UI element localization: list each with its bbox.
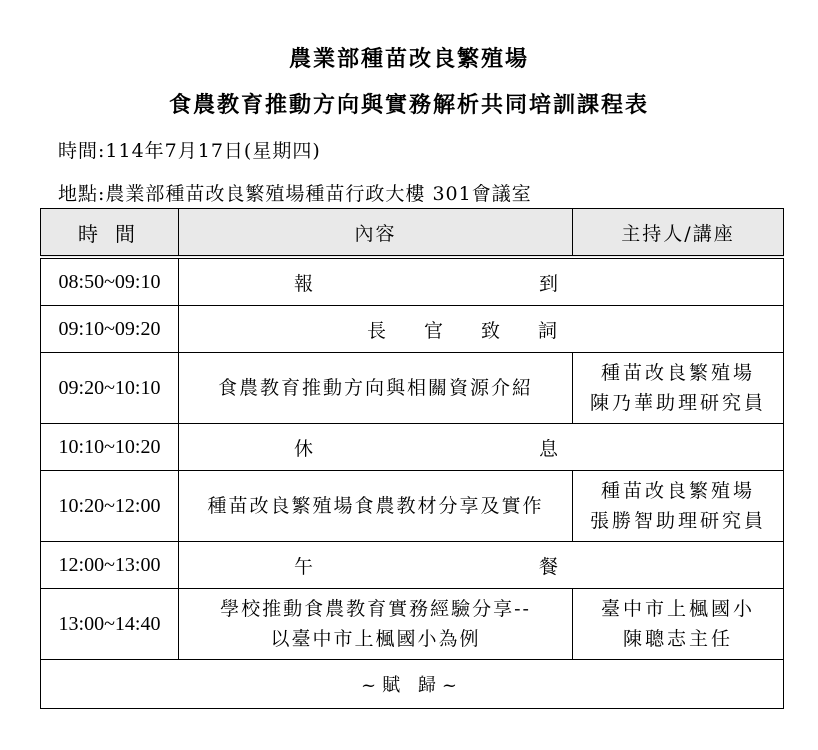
table-row — [41, 257, 784, 306]
row-content-label: 報 到 — [293, 272, 669, 295]
host-org: 臺中市上楓國小 — [600, 598, 755, 620]
header-content: 內容 — [179, 209, 573, 258]
row-host — [573, 353, 784, 424]
row-time: 09:10~09:20 — [41, 306, 179, 353]
row-content — [179, 589, 573, 660]
row-time: 10:20~12:00 — [41, 471, 179, 542]
host-org: 種苗改良繁殖場 — [600, 480, 755, 502]
header-host: 主持人/講座 — [573, 209, 784, 258]
row-content-merged — [179, 542, 784, 589]
host-org: 種苗改良繁殖場 — [600, 362, 755, 384]
row-time: 10:10~10:20 — [41, 424, 179, 471]
row-content-label: 午 餐 — [293, 555, 669, 578]
row-content-line-2: 以臺中市上楓國小為例 — [270, 628, 481, 650]
table-header-row — [41, 209, 784, 258]
row-time: 13:00~14:40 — [41, 589, 179, 660]
row-content-line-1: 學校推動食農教育實務經驗分享-- — [220, 598, 531, 620]
title-line-1: 農業部種苗改良繁殖場 — [288, 46, 529, 72]
closing-label: ~賦 歸~ — [361, 675, 463, 696]
row-content-label: 種苗改良繁殖場食農教材分享及實作 — [207, 495, 544, 517]
table-row — [41, 353, 784, 424]
row-content — [179, 353, 573, 424]
header-time — [41, 209, 179, 258]
row-time: 09:20~10:10 — [41, 353, 179, 424]
table-row — [41, 542, 784, 589]
table-row-closing — [41, 660, 784, 709]
row-time: 08:50~09:10 — [41, 257, 179, 306]
row-content-label: 休 息 — [293, 437, 669, 460]
table-row — [41, 471, 784, 542]
row-time: 12:00~13:00 — [41, 542, 179, 589]
row-host — [573, 589, 784, 660]
row-content-merged — [179, 424, 784, 471]
row-content-merged — [179, 257, 784, 306]
row-content-label: 食農教育推動方向與相關資源介紹 — [217, 377, 533, 399]
row-content-label: 長官致詞 — [366, 319, 595, 342]
table-row — [41, 306, 784, 353]
row-content-merged — [179, 306, 784, 353]
host-person: 陳聰志主任 — [622, 628, 733, 650]
row-host — [573, 471, 784, 542]
table-row — [41, 589, 784, 660]
schedule-table — [40, 208, 784, 709]
event-place: 地點:農業部種苗改良繁殖場種苗行政大樓 301會議室 — [58, 183, 532, 205]
table-row — [41, 424, 784, 471]
row-content — [179, 471, 573, 542]
host-person: 陳乃華助理研究員 — [589, 392, 766, 414]
host-person: 張勝智助理研究員 — [589, 510, 766, 532]
closing-cell — [41, 660, 784, 709]
header-time-label: 時 間 — [78, 223, 141, 246]
event-time: 時間:114年7月17日(星期四) — [58, 140, 321, 162]
title-line-2: 食農教育推動方向與實務解析共同培訓課程表 — [168, 92, 649, 118]
